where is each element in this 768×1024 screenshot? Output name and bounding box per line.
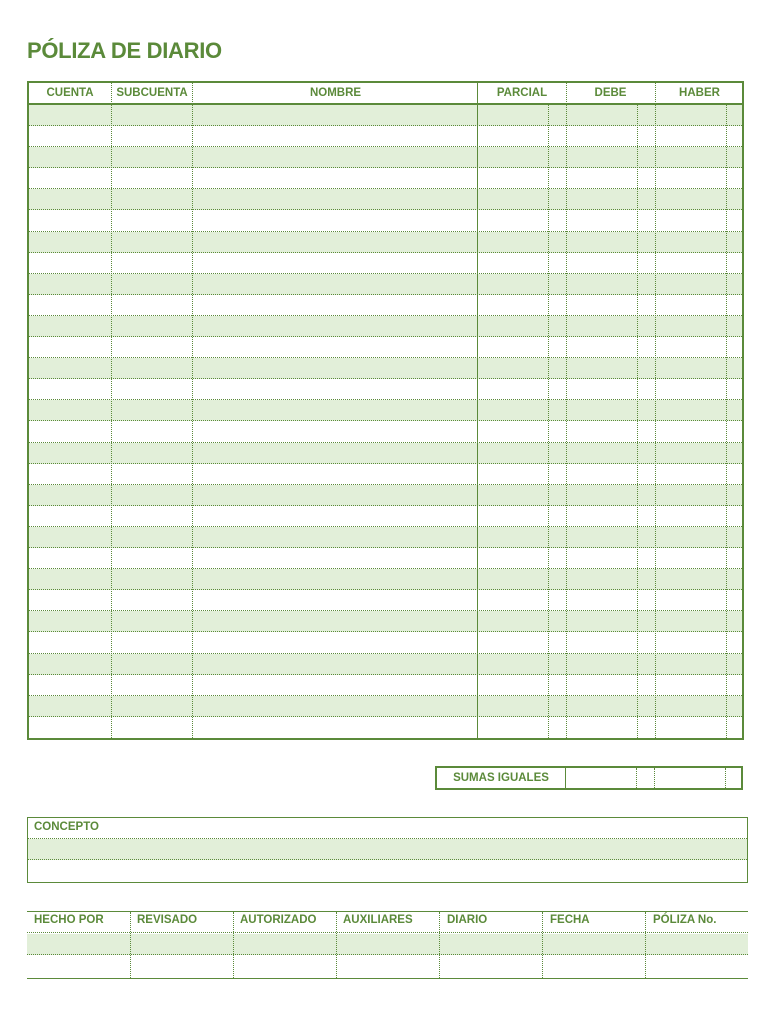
sig-label-poliza-no: PÓLIZA No. xyxy=(653,914,717,926)
concepto-label: CONCEPTO xyxy=(34,821,99,833)
column-divider xyxy=(130,912,131,978)
table-row[interactable] xyxy=(29,717,742,738)
column-header-cuenta: CUENTA xyxy=(46,87,94,99)
table-row[interactable] xyxy=(29,147,742,168)
column-divider xyxy=(655,83,656,738)
table-row[interactable] xyxy=(29,527,742,548)
table-row[interactable] xyxy=(29,168,742,189)
table-row[interactable] xyxy=(29,675,742,696)
concepto-line[interactable] xyxy=(28,860,747,881)
sumas-iguales-box xyxy=(435,766,743,790)
table-row[interactable] xyxy=(29,253,742,274)
table-row[interactable] xyxy=(29,358,742,379)
table-row[interactable] xyxy=(29,126,742,147)
table-row[interactable] xyxy=(29,295,742,316)
column-divider xyxy=(233,912,234,978)
column-divider xyxy=(111,83,112,738)
table-row[interactable] xyxy=(29,506,742,527)
ledger-table xyxy=(27,81,744,740)
table-row[interactable] xyxy=(29,274,742,295)
table-row[interactable] xyxy=(29,422,742,443)
table-row[interactable] xyxy=(29,337,742,358)
table-row[interactable] xyxy=(29,485,742,506)
column-divider xyxy=(542,912,543,978)
column-divider xyxy=(566,83,567,738)
concepto-box xyxy=(27,817,748,883)
column-divider xyxy=(336,912,337,978)
table-row[interactable] xyxy=(29,316,742,337)
table-row[interactable] xyxy=(29,633,742,654)
ledger-header xyxy=(29,83,742,105)
sig-label-hecho-por: HECHO POR xyxy=(34,914,104,926)
sumas-iguales-label: SUMAS IGUALES xyxy=(453,772,549,784)
column-header-parcial: PARCIAL xyxy=(496,87,548,99)
concepto-header-row xyxy=(28,818,747,839)
sig-label-autorizado: AUTORIZADO xyxy=(240,914,317,926)
table-row[interactable] xyxy=(29,611,742,632)
table-row[interactable] xyxy=(29,400,742,421)
column-divider xyxy=(645,912,646,978)
column-header-haber: HABER xyxy=(679,87,720,99)
sumas-debe-field[interactable] xyxy=(566,768,654,788)
sumas-haber-field[interactable] xyxy=(655,768,741,788)
column-header-nombre: NOMBRE xyxy=(309,87,362,99)
column-divider xyxy=(192,83,193,738)
signatures-row[interactable] xyxy=(27,955,748,976)
ledger-rows xyxy=(29,105,742,738)
cents-divider xyxy=(637,105,638,738)
cents-divider xyxy=(726,105,727,738)
table-row[interactable] xyxy=(29,211,742,232)
signatures-header-row xyxy=(27,912,748,933)
table-row[interactable] xyxy=(29,379,742,400)
column-divider xyxy=(439,912,440,978)
sig-label-revisado: REVISADO xyxy=(137,914,198,926)
signatures-table xyxy=(27,911,748,979)
cents-divider xyxy=(548,105,549,738)
table-row[interactable] xyxy=(29,443,742,464)
table-row[interactable] xyxy=(29,654,742,675)
table-row[interactable] xyxy=(29,569,742,590)
sig-label-auxiliares: AUXILIARES xyxy=(343,914,413,926)
sig-label-diario: DIARIO xyxy=(447,914,488,926)
table-row[interactable] xyxy=(29,189,742,210)
table-row[interactable] xyxy=(29,232,742,253)
table-row[interactable] xyxy=(29,105,742,126)
table-row[interactable] xyxy=(29,548,742,569)
column-header-debe: DEBE xyxy=(594,87,627,99)
table-row[interactable] xyxy=(29,590,742,611)
signatures-row[interactable] xyxy=(27,934,748,955)
column-header-subcuenta: SUBCUENTA xyxy=(116,87,188,99)
sig-label-fecha: FECHA xyxy=(550,914,590,926)
table-row[interactable] xyxy=(29,464,742,485)
table-row[interactable] xyxy=(29,696,742,717)
concepto-line[interactable] xyxy=(28,839,747,860)
column-divider xyxy=(477,83,478,738)
page-title: PÓLIZA DE DIARIO xyxy=(27,38,222,63)
